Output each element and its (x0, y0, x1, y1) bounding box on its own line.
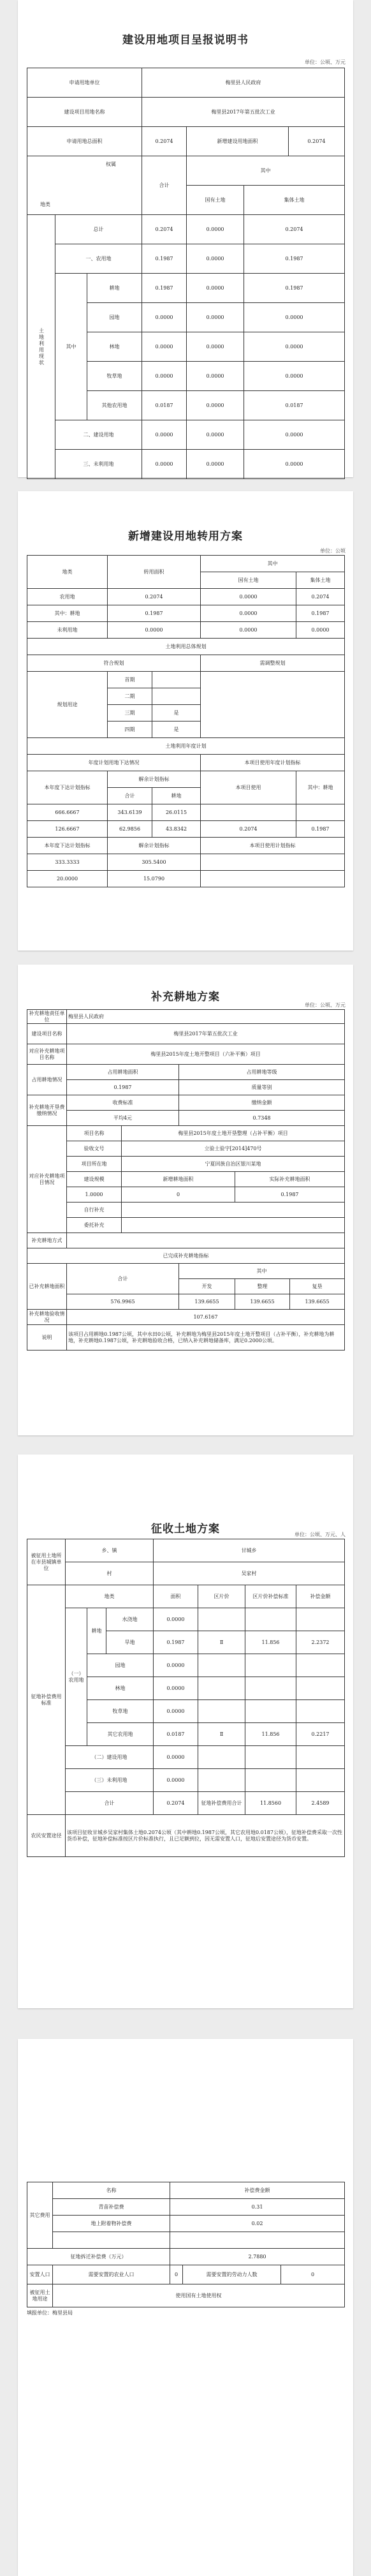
h-state: 国有土地 (201, 572, 296, 589)
page-title: 征收土地方案 (151, 1523, 220, 1536)
row-name: （三）未利用地 (66, 1769, 154, 1792)
row-state: 0.0000 (187, 274, 244, 303)
row-comp (245, 1654, 296, 1677)
new-area-value: 0.2074 (289, 127, 345, 156)
compensation-table (27, 2182, 345, 2307)
row-total (296, 1746, 345, 1769)
area3: 0.1987 (235, 1187, 345, 1203)
self-blank (122, 1203, 345, 1218)
cult-label: 耕地 (87, 1608, 106, 1654)
people-h1: 需要安置的农业人口 (53, 2265, 170, 2284)
header-diagonal (27, 156, 142, 215)
row-sum: 0.0000 (142, 332, 187, 362)
row-std (198, 1677, 245, 1700)
h-this-year: 本年度下达计划指标 (27, 771, 108, 804)
row-sum: 0.1987 (142, 274, 187, 303)
page-title: 新增建设用地转用方案 (128, 530, 243, 543)
other-label: 其它费用 (27, 2182, 53, 2249)
land-value: 使用国有土地使用权 (53, 2284, 345, 2307)
row-state: 0.0000 (201, 622, 296, 639)
h-amount: 补偿费金额 (170, 2182, 345, 2199)
h-qizhong: 其中 (201, 556, 345, 572)
row-std: Ⅱ (198, 1723, 245, 1746)
sum-header: 合计 (142, 156, 187, 215)
h-er: 整理 (235, 1279, 290, 1294)
row-sum: 0.0187 (142, 391, 187, 420)
row-sum: 0.0000 (142, 450, 187, 479)
people-v1: 0 (170, 2265, 183, 2284)
bottom-b: 305.5400 (108, 854, 201, 871)
row-coll: 0.2074 (244, 215, 345, 244)
row-coll: 0.0000 (244, 362, 345, 391)
row-comp (245, 1700, 296, 1723)
fee-label: 补充耕地开垦费缴纳情况 (27, 1095, 67, 1126)
use-name: 首期 (108, 672, 152, 688)
annual-e (296, 804, 345, 821)
comp-value: 梅里县2015年度土地开整项目（六补平衡）项目 (67, 1044, 345, 1065)
pay-blank (122, 1218, 345, 1233)
bottom-a: 20.0000 (27, 871, 108, 887)
row-state: 0.0000 (187, 244, 244, 274)
annual-d (201, 804, 296, 821)
desc-text: 该项目占用耕地0.1987公顷，其中水田0公顷，补充耕地为梅里县2015年度土地开整项目（占补平衡），补充耕地为耕地，补充耕地0.1987公顷，补充耕地验收合格，已纳入补充耕地储备库，满足0.2000公顷。 (67, 1325, 345, 1351)
sum-total: 2.4589 (296, 1792, 345, 1815)
qizhong-header: 其中 (187, 156, 345, 186)
row-state: 0.0000 (187, 420, 244, 450)
grade-label: 质量等别 (179, 1080, 345, 1095)
row-coll: 0.1987 (296, 605, 345, 622)
method-blank (67, 1233, 345, 1248)
approval: 立验土验字[2014]470号 (122, 1141, 345, 1157)
item-val: 0.02 (170, 2216, 345, 2232)
resettle-label: 农民安置途径 (27, 1815, 66, 1857)
h-qz: 其中 (179, 1264, 345, 1279)
row-total: 0.2217 (296, 1723, 345, 1746)
land-label: 被征用土地用途 (27, 2284, 53, 2307)
row-name: 农用地 (27, 589, 108, 605)
v-b: 139.6655 (235, 1294, 290, 1310)
row-sum: 0.0000 (142, 303, 187, 332)
row-sum: 0.0000 (142, 420, 187, 450)
proj-name-label: 项目名称 (67, 1126, 122, 1141)
row-comp (245, 1677, 296, 1700)
annual-a: 126.6667 (27, 821, 108, 838)
unit-label: 单位：公顷、万元 (305, 1002, 346, 1008)
township-label: 乡、镇 (66, 1539, 154, 1562)
conversion-table (27, 555, 345, 887)
row-name: 三、未利用地 (55, 450, 142, 479)
h-std: 区片价 (198, 1585, 245, 1608)
bottom-b: 15.0790 (108, 871, 201, 887)
row-name: 牧草地 (87, 362, 142, 391)
annual-b: 62.9856 (108, 821, 152, 838)
row-area: 0.0000 (154, 1677, 198, 1700)
project-label: 对应补充耕地项目情况 (27, 1126, 67, 1233)
annual-c: 26.0115 (152, 804, 201, 821)
approval-label: 验收文号 (67, 1141, 122, 1157)
row-sum: 0.2074 (142, 215, 187, 244)
annual-c: 43.8342 (152, 821, 201, 838)
row-state: 0.0000 (187, 450, 244, 479)
bottom-blank (201, 871, 345, 887)
row-state: 0.0000 (201, 605, 296, 622)
unit-label: 单位：公顷 (320, 548, 346, 554)
row-name: （二）建设用地 (66, 1746, 154, 1769)
item-val (170, 2232, 345, 2249)
item-name: 地上附着物补偿费 (53, 2216, 170, 2232)
row-area: 0.0000 (154, 1746, 198, 1769)
row-area: 0.1987 (108, 605, 201, 622)
adjust-label: 需调整规划 (201, 655, 345, 672)
annual-e: 0.1987 (296, 821, 345, 838)
row-name: 未利用地 (27, 622, 108, 639)
h-this: 本项目使用 (201, 771, 296, 804)
plan-use-label: 规划用途 (27, 672, 108, 738)
h-arable: 其中：耕地 (296, 771, 345, 804)
row-name: 林地 (87, 1677, 154, 1700)
unit-resp-value: 梅里县人民政府 (67, 1010, 345, 1024)
unit-label: 单位：公顷、万元、人 (295, 1532, 346, 1537)
filler-note: 填报单位：梅里县局 (27, 2310, 73, 2316)
applicant-label: 申请用地单位 (27, 68, 142, 98)
row-total (296, 1700, 345, 1723)
row-std (198, 1700, 245, 1723)
row-sum: 0.0000 (142, 362, 187, 391)
h-total: 补偿金额 (296, 1585, 345, 1608)
row-area: 0.2074 (108, 589, 201, 605)
h-total: 合计 (108, 788, 152, 804)
row-comp (245, 1746, 296, 1769)
left-label: 被征用土地所在市县城镇单位 (27, 1539, 66, 1585)
people-label: 安置人口 (27, 2265, 53, 2284)
use-yn: 是 (152, 722, 201, 738)
use-yn (152, 688, 201, 705)
ownership-header: 权属 (106, 161, 117, 167)
row-comp (245, 1769, 296, 1792)
h-bottom-r: 本项目使用计划指标 (201, 838, 345, 854)
row-name: 园地 (87, 1654, 154, 1677)
row-state: 0.0000 (201, 589, 296, 605)
h-used: 解余计划指标 (108, 771, 201, 788)
row-coll: 0.0000 (244, 332, 345, 362)
unit-label: 单位：公顷、万元 (305, 59, 346, 65)
row-coll: 0.1987 (244, 244, 345, 274)
sum-comp: 11.8560 (245, 1792, 296, 1815)
township-value: 甘城乡 (154, 1539, 345, 1562)
h-cult: 耕地 (152, 788, 201, 804)
row-name: 其他农用地 (87, 391, 142, 420)
row-name: 二、建设用地 (55, 420, 142, 450)
collective-header: 集体土地 (244, 186, 345, 215)
row-area: 0.0187 (154, 1723, 198, 1746)
area1: 1.0000 (67, 1187, 122, 1203)
new-cult-label: 新增耕地面积 (122, 1172, 235, 1187)
proj-name: 梅里县2015年度土地开垦整理（占补平衡）项目 (122, 1126, 345, 1141)
actual-label: 实际补充耕地面积 (235, 1172, 345, 1187)
tail-label: 补充耕地验收情况 (27, 1310, 67, 1325)
total-value: 2.7880 (170, 2249, 345, 2265)
row-coll: 0.0187 (244, 391, 345, 420)
method-label: 补充耕地方式 (27, 1233, 67, 1248)
item-name: 青苗补偿费 (53, 2199, 170, 2216)
page-expropriation-plan (18, 1455, 353, 2008)
row-state: 0.0000 (187, 332, 244, 362)
row-area: 0.0000 (154, 1700, 198, 1723)
row-total (296, 1654, 345, 1677)
h-yi: 开发 (179, 1279, 235, 1294)
resettle-text: 该项目征收甘城乡吴家村集体土地0.2074公顷（其中耕地0.1987公顷，其它农用地0.0187公顷），征地补偿费采取一次性货币补偿，征地补偿标准按区片价标准执行，且已足额到位，因无需安置人口，征地后安置途径为货币安置。 (66, 1815, 345, 1857)
qizhong-side: 其中 (55, 274, 87, 420)
landtype-header: 地类 (40, 202, 50, 207)
total-area-value: 0.2074 (142, 127, 187, 156)
conform-label: 符合规划 (27, 655, 201, 672)
h-bottom-l: 本年度下达计划指标 (27, 838, 108, 854)
row-coll: 0.0000 (244, 420, 345, 450)
row-name: 耕地 (87, 274, 142, 303)
annual-left: 年度计划用地下达情况 (27, 755, 201, 771)
row-std (198, 1608, 245, 1631)
row-state: 0.0000 (187, 362, 244, 391)
use-name: 四期 (108, 722, 152, 738)
proj-label: 建设项目名称 (27, 1024, 67, 1044)
bottom-blank (201, 854, 345, 871)
tail-value: 107.6167 (67, 1310, 345, 1325)
price: 平均4元 (67, 1111, 179, 1126)
amount: 0.7348 (179, 1111, 345, 1126)
expropriation-table (27, 1539, 345, 1857)
row-sum: 0.1987 (142, 244, 187, 274)
h-landtype: 地类 (66, 1585, 154, 1608)
row-comp: 11.856 (245, 1723, 296, 1746)
linked-label: 已完成补充耕地指标 (27, 1248, 345, 1264)
h-landtype: 地类 (27, 556, 108, 589)
area2: 0 (122, 1187, 235, 1203)
scale-label: 建设规模 (67, 1172, 122, 1187)
use-yn: 是 (152, 705, 201, 722)
row-std (198, 1654, 245, 1677)
row-coll: 0.0000 (244, 450, 345, 479)
sum-label: 合计 (66, 1792, 154, 1815)
desc-label: 说明 (27, 1325, 67, 1351)
h-comp: 区片价补偿标准 (245, 1585, 296, 1608)
row-name: 林地 (87, 332, 142, 362)
loc-label: 项目所在地 (67, 1157, 122, 1172)
row-name: 其它农用地 (87, 1723, 154, 1746)
grade-value: 占用耕地等级 (179, 1065, 345, 1080)
page-farmland-plan (18, 965, 353, 1435)
h-sum: 合计 (67, 1264, 179, 1294)
annual-header: 土地利用年度计划 (27, 738, 345, 755)
item-name (53, 2232, 170, 2249)
row-state: 0.0000 (187, 391, 244, 420)
loc: 宁夏回族自治区银川某地 (122, 1157, 345, 1172)
h-name: 名称 (53, 2182, 170, 2199)
village-label: 村 (66, 1562, 154, 1585)
v-sum: 576.9965 (67, 1294, 179, 1310)
v-a: 139.6655 (179, 1294, 235, 1310)
row-area: 0.0000 (108, 622, 201, 639)
annual-b: 343.6139 (108, 804, 152, 821)
new-area-label: 新增建设用地面积 (187, 127, 289, 156)
sum-area: 0.2074 (154, 1792, 198, 1815)
use-name: 三期 (108, 705, 152, 722)
pay-label: 委托补充 (67, 1218, 122, 1233)
annual-d: 0.2074 (201, 821, 296, 838)
row-name: 旱地 (106, 1631, 154, 1654)
row-area: 0.0000 (154, 1654, 198, 1677)
row-coll: 0.0000 (296, 622, 345, 639)
row-total: 2.2372 (296, 1631, 345, 1654)
row-std (198, 1769, 245, 1792)
people-v2: 0 (281, 2265, 345, 2284)
applicant-value: 梅里县人民政府 (142, 68, 345, 98)
row-state: 0.0000 (187, 215, 244, 244)
village-value: 吴家村 (154, 1562, 345, 1585)
h-san: 复垦 (290, 1279, 345, 1294)
row-label: 已补充耕地面积 (27, 1264, 67, 1310)
row-state: 0.0000 (187, 303, 244, 332)
people-h2: 需要安置的劳动力人数 (183, 2265, 281, 2284)
row-coll: 0.0000 (244, 303, 345, 332)
agri-label: （一）农用地 (66, 1608, 87, 1746)
page-project-report (18, 0, 353, 477)
row-name: 一、农用地 (55, 244, 142, 274)
project-value: 梅里县2017年第五批次工业 (142, 98, 345, 127)
v-c: 139.6655 (290, 1294, 345, 1310)
total-area-label: 申请用地总面积 (27, 127, 142, 156)
adjust-blank (201, 672, 345, 738)
occupy-value: 0.1987 (67, 1080, 179, 1095)
use-yn (152, 672, 201, 688)
annual-right: 本项目使用年度计划指标 (201, 755, 345, 771)
row-coll: 0.2074 (296, 589, 345, 605)
state-header: 国有土地 (187, 186, 244, 215)
page-title: 补充耕地方案 (151, 991, 220, 1003)
use-name: 二期 (108, 688, 152, 705)
row-area: 0.0000 (154, 1769, 198, 1792)
row-name: 水浇地 (106, 1608, 154, 1631)
farmland-table (27, 1009, 345, 1351)
row-comp: 11.856 (245, 1631, 296, 1654)
project-report-table (27, 68, 345, 479)
bottom-a: 333.3333 (27, 854, 108, 871)
row-std: Ⅱ (198, 1631, 245, 1654)
h-area: 面积 (154, 1585, 198, 1608)
std-label: 占用耕地情况 (27, 1065, 67, 1095)
h-area: 转用面积 (108, 556, 201, 589)
fee-std: 收费标准 (67, 1095, 179, 1111)
h-bottom-m: 解余计划指标 (108, 838, 201, 854)
row-area: 0.1987 (154, 1631, 198, 1654)
self-label: 自行补充 (67, 1203, 122, 1218)
occupy-label: 占用耕地面积 (67, 1065, 179, 1080)
row-comp (245, 1608, 296, 1631)
comp-label: 对应补充耕地项目名称 (27, 1044, 67, 1065)
h-coll: 集体土地 (296, 572, 345, 589)
total-label: 征地拆迁补偿费（万元） (27, 2249, 170, 2265)
row-area: 0.0000 (154, 1608, 198, 1631)
row-name: 其中：耕地 (27, 605, 108, 622)
row-total (296, 1769, 345, 1792)
row-name: 牧草地 (87, 1700, 154, 1723)
row-name: 园地 (87, 303, 142, 332)
fee-amt: 缴纳金额 (179, 1095, 345, 1111)
page-compensation (18, 2039, 353, 2576)
plan-header: 土地利用总体规划 (27, 639, 345, 655)
project-label: 建设项目用地名称 (27, 98, 142, 127)
section-label: 征地补偿费用标准 (27, 1585, 66, 1815)
unit-resp-label: 补充耕地责任单位 (27, 1010, 67, 1024)
page-title: 建设用地项目呈报说明书 (122, 34, 249, 47)
row-total (296, 1677, 345, 1700)
row-name: 总计 (55, 215, 142, 244)
row-coll: 0.1987 (244, 274, 345, 303)
sum-label2: 征地补偿费用合计 (198, 1792, 245, 1815)
row-total (296, 1608, 345, 1631)
page-conversion-plan (18, 491, 353, 951)
item-val: 0.31 (170, 2199, 345, 2216)
proj-value: 梅里县2017年第五批次工业 (67, 1024, 345, 1044)
row-std (198, 1746, 245, 1769)
land-status-label: 土地利用现状 (27, 215, 55, 479)
annual-a: 666.6667 (27, 804, 108, 821)
